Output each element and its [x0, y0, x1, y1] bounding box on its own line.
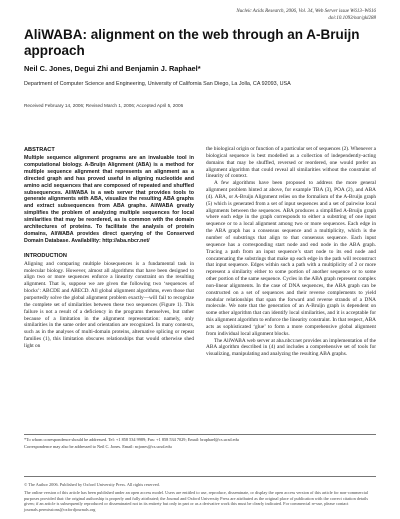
copyright-line: © The Author 2006. Published by Oxford University Press. All rights reserved.: [24, 482, 160, 487]
right-column: [206, 146, 376, 358]
left-column: [24, 147, 194, 350]
copyright-divider: [24, 476, 376, 477]
body-paragraph: A few algorithms have been proposed to address the more general alignment problem hinted at above, for example TBA (3), POA (2), and ABA (4). ABA, or A-Bruijn Alignment relies on the formalism of the A-Bruijn graph (5) which is generated from a set of input sequences and a set of pairwise local alignments between the sequences. ABA produces a simplified A-Bruijn graph where each edge in the graph corresponds to either a substring of one input sequence or to a local alignment among two or more sequences. Each edge in the ABA graph has a consensus sequence and a multiplicity, which is the number of substrings that align to that consensus sequence. Each input sequence has a corresponding start node and end node in the ABA graph. Tracing a path from an input sequence’s start node to its end node and concatenating the substrings that make up each edge in the path will reconstruct that input sequence. Edges within such a path with a multiplicity of 2 or more represent a similarity either to some portion of another sequence or to some other portion of the same sequence. Cycles in the ABA graph represent complex non-linear alignments. In the case of DNA sequences, the ABA graph can be constructed on a set of sequences and their reverse complements to yield modular relationships that span the forward and reverse strands of a DNA molecule. We note that the generation of an A-Bruijn graph is dependent on some other algorithm that can identify local similarities, and it is acceptable for this alignment algorithm to enforce the linearity constraint. In that respect, ABA acts as sophisticated ‘glue’ to form a more comprehensive global alignment from individual local alignment blocks.: [206, 180, 376, 337]
abstract-heading: ABSTRACT: [24, 147, 55, 153]
journal-header: [236, 8, 376, 22]
paper-title: AliWABA: alignment on the web through an A-Bruijn approach: [24, 27, 360, 58]
body-paragraph: The AliWABA web server at aba.nbcr.net provides an implementation of the ABA algorithm described in (4) and includes a comprehensive set of tools for visualizing, manipulating and analyzing the resulting ABA graphs.: [206, 337, 376, 358]
copyright-block: [24, 482, 376, 512]
affiliation: Department of Computer Science and Engineering, University of California San Diego, La Jolla, CA 92093, USA: [24, 81, 291, 87]
body-paragraph: the biological origin or function of a particular set of sequences (2). Whenever a biological sequence is best modelled as a collection of independently-acting domains that may be shuffled, reversed or reordered, one would prefer an alignment algorithm that could reveal all similarities without the constraint of linearity of context.: [206, 146, 376, 180]
submission-dates: Received February 14, 2006; Revised March 1, 2006; Accepted April 5, 2006: [24, 103, 184, 108]
journal-citation: Nucleic Acids Research, 2006, Vol. 34, Web Server issue W613–W616: [236, 9, 376, 14]
footnote-corresponding: *To whom correspondence should be addressed. Tel: +1 858 534 9989; Fax: +1 858 534 7029; Email: braphael@cs.ucsd.edu: [24, 437, 239, 442]
footnote-correspondence: Correspondence may also be addressed to Neil C. Jones. Email: ncjones@cs.ucsd.edu: [24, 444, 172, 449]
footnote-divider: [24, 434, 376, 435]
introduction-heading: INTRODUCTION: [24, 252, 67, 259]
intro-paragraph: Aligning and comparing multiple biosequences is a fundamental task in molecular biology. However, almost all algorithms that have been designed to align two or more sequences enforce a linearity constraint on the resulting alignment. That is, suppose we are given the following two ‘sequences of blocks’: ABCDE and ABECD. All global alignment algorithms, even those that purportedly solve the global alignment problem exactly—will fail to recognize the complete set of similarities between these two sequences (Figure 1). This failure is not a result of a deficiency in the programs themselves, but rather because of a limitation in the alignment representation: namely, only similarities in the same order and orientation are recognized. In many contexts, such as in the analyses of multi-domain proteins, alternative splicing or repeat families (1), this limitation obscures relationships that would otherwise shed light on: [24, 260, 194, 349]
author-list: Neil C. Jones, Degui Zhi and Benjamin J. Raphael*: [24, 64, 201, 73]
open-access-notice: The online version of this article has been published under an open access model. Users are entitled to use, reproduce, disseminate, or display the open access version of this article for non-commercial purposes provided that: the original authorship is properly and fully attributed; the Journal and Oxford University Press are attributed as the original place of publication with the correct citation details given; if an article is subsequently reproduced or disseminated not in its entirety but only in part or as a derivative work this must be clearly indicated. For commercial re-use, please contact journals.permissions@oxfordjournals.org: [24, 490, 369, 512]
abstract-text: Multiple sequence alignment programs are an invaluable tool in computational biology. A-Bruijn Alignment (ABA) is a method for multiple sequence alignment that represents an alignment as a directed graph and has proved useful in aligning nucleotide and amino acid sequences that are composed of repeated and shuffled subsequences. AliWABA is a web server that provides tools to generate alignments with ABA, visualize the resulting ABA graphs and extract subsequences from ABA graphs. AliWABA greatly simplifies the problem of analyzing multiple sequences for local similarities that may be reordered, as is common with the domain architectures of proteins. To facilitate the analysis of protein domains, AliWABA provides direct querying of the Conserved Domain Database. Availability: http://aba.nbcr.net/: [24, 155, 194, 244]
journal-doi: doi:10.1093/nar/gkl288: [328, 16, 376, 21]
